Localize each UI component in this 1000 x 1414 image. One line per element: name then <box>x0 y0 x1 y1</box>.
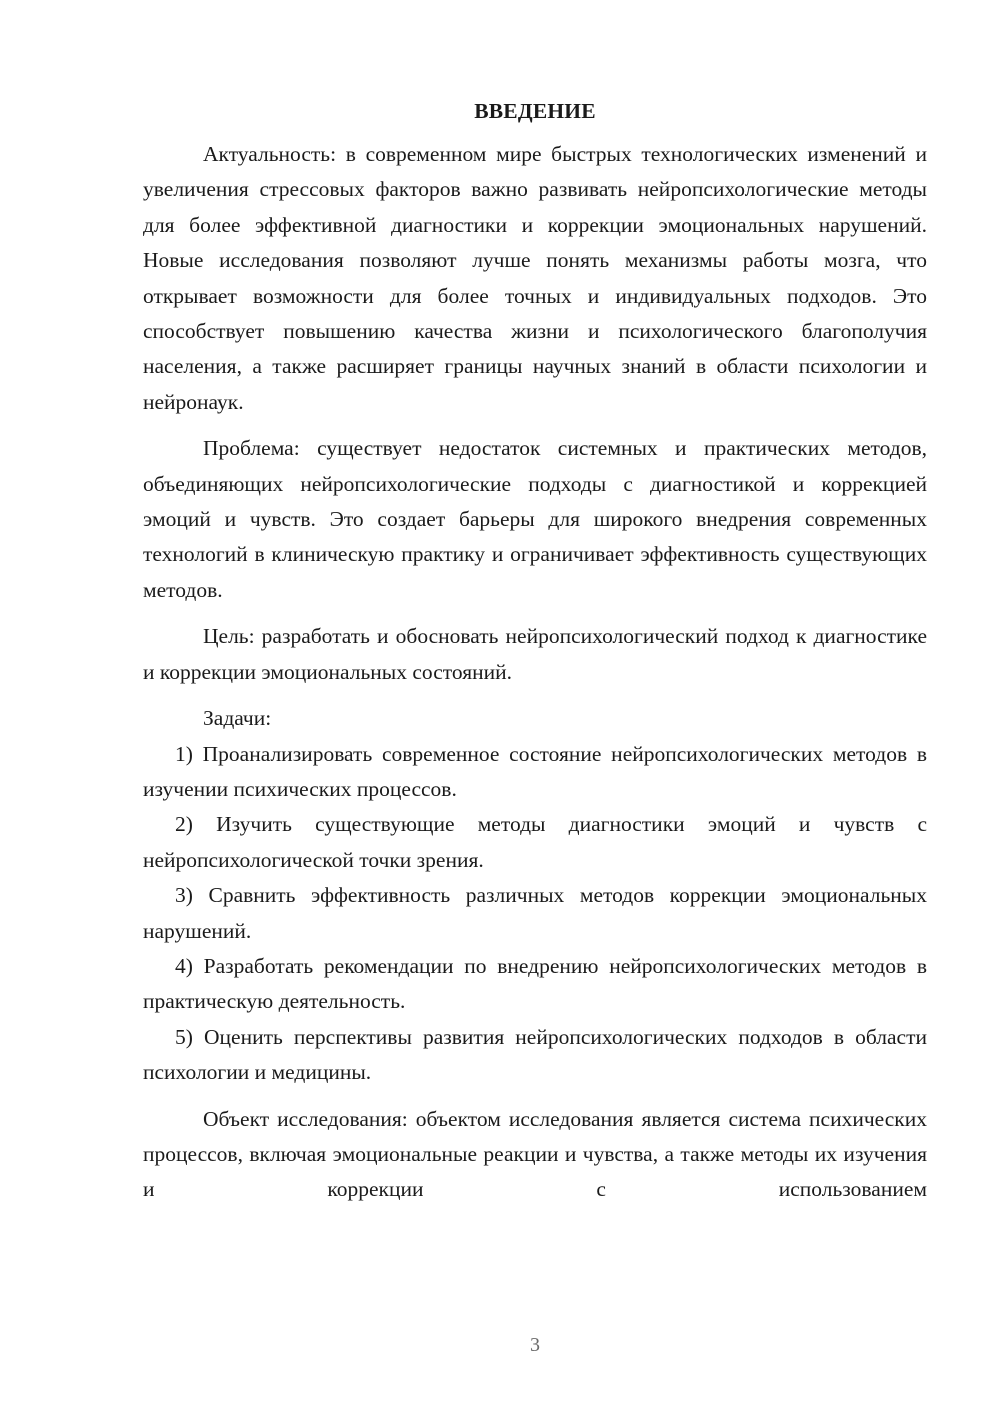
paragraph-problem: Проблема: существует недостаток системных и практических методов, объединяющих нейропсихологические подходы с диагностикой и коррекцией эмоций и чувств. Это создает барьеры для широкого внедрения современных технологий в клиническую практику и ограничивает эффективность существующих методов. <box>143 436 927 602</box>
task-item-1: 1) Проанализировать современное состояние нейропсихологических методов в изучении психических процессов. <box>143 741 927 801</box>
paragraph-object: Объект исследования: объектом исследования является система психических процессов, включая эмоциональные реакции и чувства, а также методы их изучения и коррекции с использованием <box>143 1106 927 1202</box>
task-item-5: 5) Оценить перспективы развития нейропсихологических подходов в области психологии и медицины. <box>143 1024 927 1085</box>
page-content <box>143 96 927 1208</box>
paragraph-relevance: Актуальность: в современном мире быстрых технологических изменений и увеличения стрессовых факторов важно развивать нейропсихологические методы для более эффективной диагностики и коррекции эмоциональных нарушений. Новые исследования позволяют лучше понять механизмы работы мозга, что открывает возможности для более точных и индивидуальных подходов. Это способствует повышению качества жизни и психологического благополучия населения, а также расширяет границы научных знаний в области психологии и нейронаук. <box>143 142 927 414</box>
paragraph-goal: Цель: разработать и обосновать нейропсихологический подход к диагностике и коррекции эмоциональных состояний. <box>143 624 927 684</box>
task-item-4: 4) Разработать рекомендации по внедрению нейропсихологических методов в практическую деятельность. <box>143 953 927 1014</box>
task-item-2: 2) Изучить существующие методы диагностики эмоций и чувств с нейропсихологической точки зрения. <box>143 812 927 872</box>
task-item-3: 3) Сравнить эффективность различных методов коррекции эмоциональных нарушений. <box>143 883 927 943</box>
tasks-label: Задачи: <box>203 706 272 731</box>
page-number: 3 <box>530 1334 540 1356</box>
section-heading: ВВЕДЕНИЕ <box>474 99 596 123</box>
